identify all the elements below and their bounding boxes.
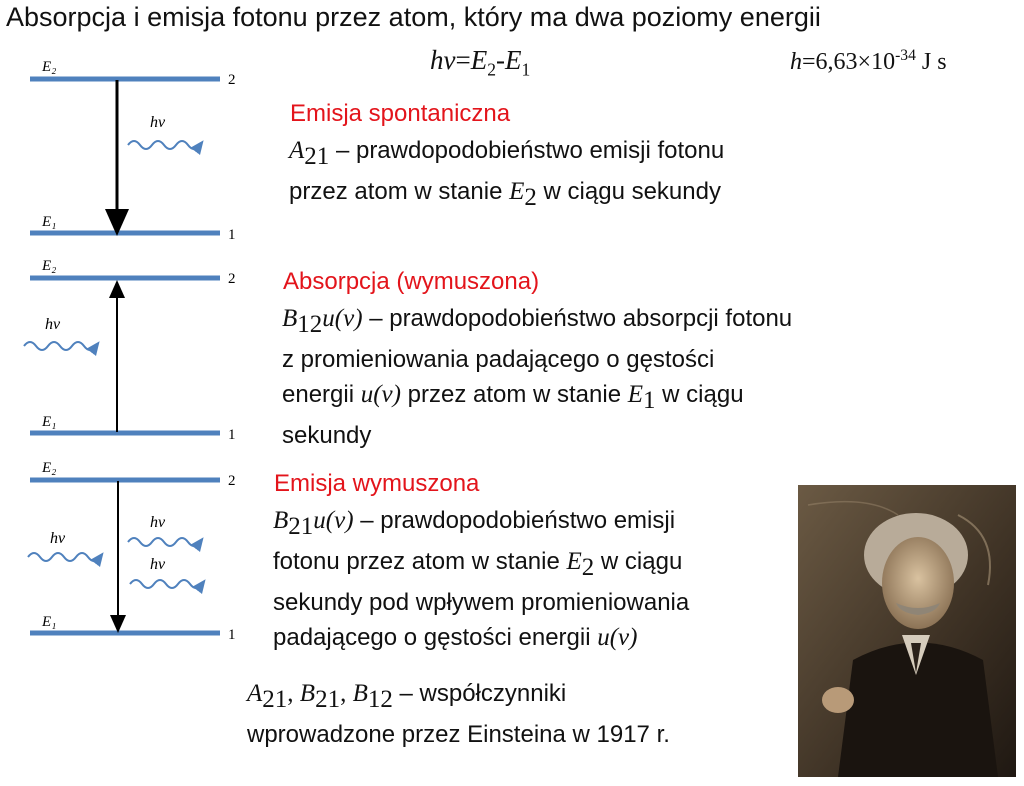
section-body-spontaneous: $A_{21}$ – prawdopodobieństwo emisji fotonu przez atom w stanie $E_2$ w ciągu sekundy [289,137,725,211]
planck-constant: $h=6,63\times 10^{-34}$ J s [790,47,947,75]
einstein-coefficients-note: $A_{21}$, $B_{21}$, $B_{12}$ – współczynniki wprowadzone przez Einsteina w 1917 r. [247,680,670,748]
photon-wave-out-1 [128,538,200,546]
photon-wave-in [28,553,100,561]
diagram-spontaneous [30,59,236,243]
lower-level-label: E₁ [42,414,57,430]
lower-level-number: 1 [228,427,236,443]
upper-level-number: 2 [228,473,236,489]
photon-label: hν [45,316,61,333]
lower-level-number: 1 [228,627,236,643]
upper-level-number: 2 [228,72,236,88]
section-body-absorption: $B_{12}u(\nu)$ – prawdopodobieństwo absorpcji fotonu z promieniowania padającego o gęstości energii u(ν) przez atom w stanie $E_1$ w ciągu sekundy [282,305,793,449]
upper-level-label: E₂ [42,460,57,476]
photon-label: hν [150,114,166,131]
upper-level-label: E₂ [42,258,57,274]
section-body-stimulated: $B_{21}u(\nu)$ – prawdopodobieństwo emisji fotonu przez atom w stanie $E_2$ w ciągu sekundy pod wpływem promieniowania padającego o gęstości energii u(ν) [273,507,690,651]
section-title-absorption: Absorpcja (wymuszona) [283,268,540,295]
energy-level-diagrams [0,0,260,660]
section-title-stimulated: Emisja wymuszona [274,470,480,497]
upper-level-label: E₂ [42,59,57,75]
energy-formula: $h\nu=E_2-E_1$ [430,45,531,80]
upper-level-number: 2 [228,271,236,287]
einstein-portrait-photo [798,485,1016,777]
photon-label-in: hν [50,530,66,547]
photon-wave-out [128,141,200,149]
lower-level-number: 1 [228,227,236,243]
lower-level-label: E₁ [42,614,57,630]
photon-wave-out-2 [130,580,202,588]
diagram-absorption [24,258,236,443]
section-title-spontaneous: Emisja spontaniczna [290,100,511,127]
photon-label-out-2: hν [150,556,166,573]
page-title: Absorpcja i emisja fotonu przez atom, który ma dwa poziomy energii [6,2,821,32]
photon-label-out-1: hν [150,514,166,531]
diagram-stimulated [28,460,236,643]
lower-level-label: E₁ [42,214,57,230]
photon-wave-in [24,342,96,350]
